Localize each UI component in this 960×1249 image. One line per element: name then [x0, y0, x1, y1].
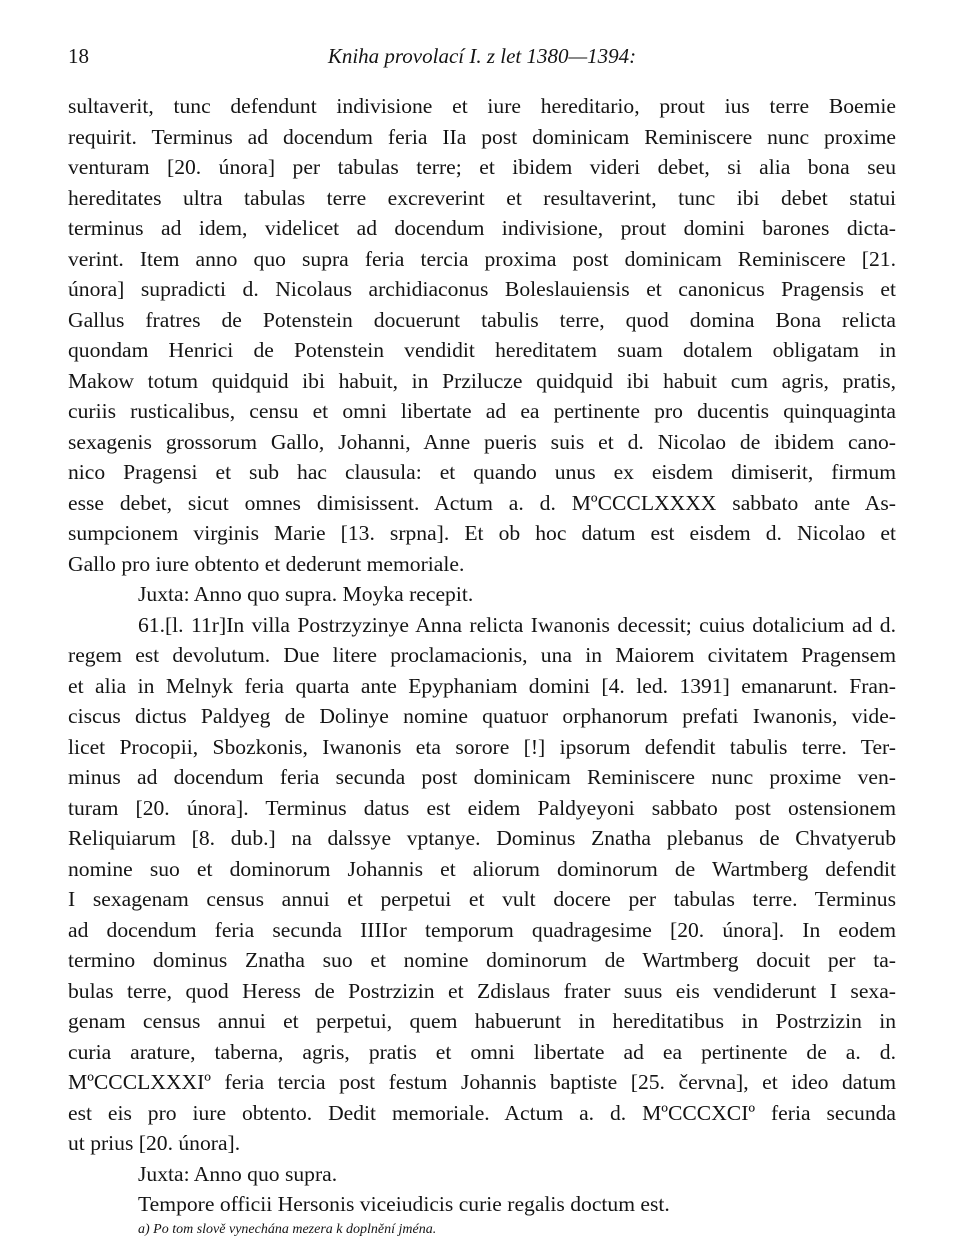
- text-line: regem est devolutum. Due litere proclamacionis, una in Maiorem civitatem Pragensem: [68, 643, 896, 667]
- text-line: sexagenis grossorum Gallo, Johanni, Anne pueris suis et d. Nicolao de ibidem cano-: [68, 429, 896, 454]
- text-line: licet Procopii, Sbozkonis, Iwanonis eta sorore [!] ipsorum defendit tabulis terre. Ter-: [68, 734, 896, 759]
- text-line: Juxta: Anno quo supra.: [138, 1161, 338, 1186]
- text-line: verint. Item anno quo supra feria tercia proxima post dominicam Reminiscere [21.: [68, 246, 896, 271]
- text-line: února] supradicti d. Nicolaus archidiaconus Boleslauiensis et canonicus Pragensis et: [68, 277, 896, 301]
- text-line: Tempore officii Hersonis viceiudicis curie regalis doctum est.: [138, 1192, 670, 1216]
- text-line: requirit. Terminus ad docendum feria IIa post dominicam Reminiscere nunc proxime: [68, 124, 896, 149]
- text-line: sumpcionem virginis Marie [13. srpna]. Et ob hoc datum est eisdem d. Nicolao et: [68, 521, 896, 545]
- text-line: minus ad docendum feria secunda post dominicam Reminiscere nunc proxime ven-: [68, 765, 896, 789]
- text-line: curia arature, taberna, agris, pratis et omni libertate ad ea pertinente de a. d.: [68, 1039, 896, 1064]
- text-line: genam census annui et perpetui, quem habuerunt in hereditatibus in Postrzizin in: [68, 1009, 896, 1033]
- text-line: turam [20. února]. Terminus datus est eidem Paldyeyoni sabbato post ostensionem: [68, 795, 896, 820]
- text-line: esse debet, sicut omnes dimisissent. Actum a. d. MºCCCLXXXX sabbato ante As-: [68, 490, 896, 515]
- text-line: termino dominus Znatha suo et nomine dominorum de Wartmberg docuit per ta-: [68, 948, 896, 972]
- text-line: 61.[l. 11r]In villa Postrzyzinye Anna relicta Iwanonis decessit; cuius dotalicium ad d.: [138, 612, 896, 637]
- text-line: ut prius [20. února].: [68, 1131, 241, 1155]
- text-line: ad docendum feria secunda IIIIor temporum quadragesime [20. února]. In eodem: [68, 917, 896, 942]
- text-line: nico Pragensi et sub hac clausula: et quando unus ex eisdem dimiserit, firmum: [68, 460, 896, 484]
- text-line: curiis rusticalibus, censu et omni libertate ad ea pertinente pro ducentis quinquaginta: [68, 399, 896, 423]
- page-header: [68, 44, 896, 78]
- text-line: Gallo pro iure obtento et dederunt memoriale.: [68, 551, 465, 576]
- text-line: MºCCCLXXXIº feria tercia post festum Johannis baptiste [25. června], et ideo datum: [68, 1070, 896, 1094]
- running-head: Kniha provolací I. z let 1380—1394:: [327, 44, 637, 68]
- page-number: 18: [68, 44, 89, 68]
- text-line: est eis pro iure obtento. Dedit memoriale. Actum a. d. MºCCCXCIº feria secunda: [68, 1100, 896, 1125]
- text-line: quondam Henrici de Potenstein vendidit hereditatem suam dotalem obligatam in: [68, 338, 896, 362]
- text-line: Reliquiarum [8. dub.] na dalssye vptanye. Dominus Znatha plebanus de Chvatyerub: [68, 826, 896, 850]
- book-page: [68, 44, 896, 1238]
- text-line: ciscus dictus Paldyeg de Dolinye nomine quatuor orphanorum prefati Iwanonis, vide-: [68, 704, 896, 728]
- text-line: Juxta: Anno quo supra. Moyka recepit.: [138, 582, 474, 606]
- text-line: Gallus fratres de Potenstein docuerunt tabulis terre, quod domina Bona relicta: [68, 307, 896, 332]
- text-line: Makow totum quidquid ibi habuit, in Przilucze quidquid ibi habuit cum agris, pratis,: [68, 368, 896, 393]
- text-line: bulas terre, quod Heress de Postrzizin et Zdislaus frater suus eis vendiderunt I sexa-: [68, 978, 896, 1003]
- footnote: a) Po tom slově vynechána mezera k doplnění jména.: [138, 1221, 437, 1237]
- text-line: I sexagenam census annui et perpetui et vult docere per tabulas terre. Terminus: [68, 887, 896, 911]
- text-line: venturam [20. února] per tabulas terre; et ibidem videri debet, si alia bona seu: [68, 155, 896, 179]
- text-line: sultaverit, tunc defendunt indivisione et iure hereditario, prout ius terre Boemie: [68, 94, 896, 118]
- text-line: terminus ad idem, videlicet ad docendum indivisione, prout domini barones dicta-: [68, 216, 896, 240]
- text-line: hereditates ultra tabulas terre excreverint et resultaverint, tunc ibi debet statui: [68, 185, 896, 210]
- page-body: [68, 91, 896, 1220]
- text-line: nomine suo et dominorum Johannis et aliorum dominorum de Wartmberg defendit: [68, 856, 896, 881]
- text-line: et alia in Melnyk feria quarta ante Epyphaniam domini [4. led. 1391] emanarunt. Fran-: [68, 673, 896, 698]
